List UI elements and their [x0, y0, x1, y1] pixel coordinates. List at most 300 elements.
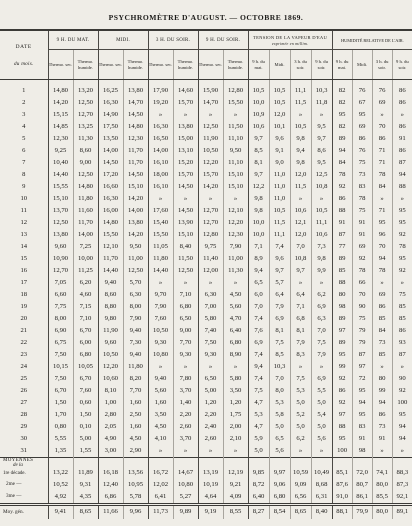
tension-9h-soir-cell: 9,5	[311, 157, 332, 169]
humidite-9h-soir-cell: 93	[399, 338, 406, 346]
day-cell: 6	[0, 145, 48, 157]
humidite-9h-soir-cell: 94	[399, 170, 406, 178]
table-row	[0, 409, 412, 421]
9h-mat-sec-cell: 10,90	[48, 253, 73, 265]
humidite-9h-soir-cell: 95	[399, 410, 406, 418]
9h-soir-sec-cell: 11,40	[198, 253, 223, 265]
humidite-midi-cell: 97	[352, 361, 372, 373]
humidite-midi-cell: 86,1	[352, 491, 372, 505]
tension-midi-cell: 11,0	[269, 181, 290, 193]
tension-3h-soir-cell: 5,2	[290, 409, 311, 421]
midi-humide-cell: 2,90	[123, 445, 148, 458]
humidite-9h-soir-cell: 90	[399, 374, 406, 382]
tension-midi-cell: 6,80	[269, 491, 290, 505]
tension-9h-mat-cell: 10,0	[248, 217, 269, 229]
humidite-3h-soir-cell: 69	[372, 289, 392, 301]
midi-humide-cell: 11,00	[123, 253, 148, 265]
tension-9h-soir-cell: 10,3	[311, 80, 332, 98]
9h-mat-humide-cell: 7,15	[73, 301, 98, 313]
tension-3h-soir-cell: 9,8	[290, 157, 311, 169]
table-row	[0, 241, 412, 253]
9h-soir-humide-cell: 12,20	[223, 217, 248, 229]
table-row	[0, 385, 412, 397]
tension-midi-cell: 11,1	[269, 229, 290, 241]
3h-soir-humide-cell: 7,80	[173, 373, 198, 385]
3h-soir-sec-cell: 16,10	[148, 157, 173, 169]
tension-9h-soir-cell: 5,6	[311, 433, 332, 445]
9h-mat-sec-cell: 14,20	[48, 97, 73, 109]
tension-3h-soir-cell: »	[290, 109, 311, 121]
9h-mat-sec-cell: 6,70	[48, 385, 73, 397]
3h-soir-humide-cell: 15,00	[173, 133, 198, 145]
subheader-tension-midi: Midi.	[269, 50, 290, 80]
tension-3h-soir-cell: 6,2	[290, 433, 311, 445]
humidite-9h-mat-cell: 85,1	[332, 458, 352, 480]
humidite-midi-cell: 69	[352, 121, 372, 133]
9h-mat-humide-cell: 6,70	[73, 373, 98, 385]
table-row	[0, 397, 412, 409]
humidite-midi-cell: 98	[352, 445, 372, 458]
humidite-midi-cell: 78	[352, 265, 372, 277]
tension-3h-soir-cell: 7,0	[290, 241, 311, 253]
decade-mean-row	[0, 458, 412, 480]
9h-soir-humide-cell: 11,00	[223, 253, 248, 265]
humidite-9h-mat-cell: 95	[332, 433, 352, 445]
tension-9h-mat-cell: 4,7	[248, 421, 269, 433]
tension-9h-mat-cell: 9,7	[248, 133, 269, 145]
humidite-9h-mat-cell: 87	[332, 229, 352, 241]
tension-midi-cell: 5,7	[269, 277, 290, 289]
means-heading: MOYENNES	[3, 458, 34, 463]
midi-sec-cell: 9,40	[98, 277, 123, 289]
subheader-tension-9h-soir: 9 h. du soir.	[311, 50, 332, 80]
9h-soir-sec-cell: 10,50	[198, 145, 223, 157]
tension-9h-soir-cell: »	[311, 361, 332, 373]
tension-9h-soir-cell: 5,5	[311, 385, 332, 397]
9h-soir-sec-cell: 10,19	[198, 479, 223, 491]
tension-3h-soir-cell: 10,8	[290, 253, 311, 265]
3h-soir-sec-cell: 6,41	[148, 491, 173, 505]
humidite-9h-soir-cell: 92	[399, 386, 406, 394]
humidite-9h-mat-cell: 80	[332, 289, 352, 301]
9h-soir-sec-cell: 12,00	[198, 265, 223, 277]
tension-9h-mat-cell: 6,40	[248, 491, 269, 505]
9h-soir-humide-cell: 6,80	[223, 337, 248, 349]
humidite-3h-soir-cell: »	[372, 445, 392, 458]
table-row	[0, 157, 412, 169]
subheader-9h-soir-humide: Thermo. humide.	[223, 50, 248, 80]
table-body	[0, 80, 412, 520]
9h-mat-humide-cell: 11,89	[73, 458, 98, 480]
humidite-midi-cell: 67	[352, 97, 372, 109]
tension-3h-soir-cell: 10,5	[290, 121, 311, 133]
day-cell: 13	[0, 229, 48, 241]
day-cell: 7	[0, 157, 48, 169]
tension-9h-soir-cell: 7,0	[311, 325, 332, 337]
humidite-midi-cell: 75	[352, 313, 372, 325]
midi-humide-cell: 14,80	[123, 121, 148, 133]
tension-midi-cell: 6,4	[269, 289, 290, 301]
table-row	[0, 80, 412, 98]
humidite-3h-soir-cell: 74,1	[372, 458, 392, 480]
tension-9h-mat-cell: 7,6	[248, 325, 269, 337]
humidite-9h-soir-cell: »	[400, 278, 405, 286]
tension-midi-cell: 5,8	[269, 409, 290, 421]
humidite-3h-soir-cell: 84	[372, 325, 392, 337]
9h-mat-humide-cell: 9,31	[73, 479, 98, 491]
humidite-9h-soir-cell: 95	[399, 254, 406, 262]
humidite-3h-soir-cell: 71	[372, 157, 392, 169]
tension-midi-cell: 9,6	[269, 133, 290, 145]
tension-9h-mat-cell: 6,9	[248, 337, 269, 349]
humidite-midi-cell: 70	[352, 289, 372, 301]
tension-9h-mat-cell: 12,2	[248, 181, 269, 193]
midi-sec-cell: 4,90	[98, 433, 123, 445]
tension-9h-mat-cell: 8,72	[248, 479, 269, 491]
tension-3h-soir-cell: 6,56	[290, 491, 311, 505]
tension-header	[248, 30, 332, 50]
humidite-3h-soir-cell: 84	[372, 181, 392, 193]
tension-9h-mat-cell: 7,0	[248, 301, 269, 313]
humidite-9h-soir-cell: »	[400, 446, 405, 454]
humidite-9h-soir-cell: 87,3	[396, 480, 409, 488]
humidite-9h-mat-cell: 77	[332, 241, 352, 253]
humidite-9h-soir-cell: 86	[399, 146, 406, 154]
humidite-9h-mat-cell: 91	[332, 217, 352, 229]
date-sublabel: du mois.	[13, 61, 34, 67]
humidite-3h-soir-cell: 80	[372, 373, 392, 385]
midi-sec-cell: 8,10	[98, 385, 123, 397]
tension-9h-mat-cell: 8,27	[248, 505, 269, 520]
humidite-9h-soir-cell: 95	[399, 218, 406, 226]
9h-mat-humide-cell: 13,25	[73, 121, 98, 133]
tension-9h-mat-cell: 9,4	[248, 265, 269, 277]
9h-mat-humide-cell: 5,00	[73, 433, 98, 445]
tension-3h-soir-cell: 6,8	[290, 313, 311, 325]
tension-label: TENSION DE LA VAPEUR D'EAU	[253, 34, 328, 40]
tension-3h-soir-cell: 7,5	[290, 373, 311, 385]
tension-midi-cell: 7,0	[269, 373, 290, 385]
day-cell: 22	[0, 337, 48, 349]
day-cell: 27	[0, 397, 48, 409]
9h-mat-humide-cell: 7,60	[73, 385, 98, 397]
3h-soir-sec-cell: 15,40	[148, 217, 173, 229]
9h-mat-sec-cell: 10,15	[48, 361, 73, 373]
tension-9h-mat-cell: 4,7	[248, 397, 269, 409]
subheader-humidite-3h-soir: 3 h. du soir.	[372, 50, 392, 80]
9h-soir-humide-cell: 15,10	[223, 181, 248, 193]
3h-soir-sec-cell: 4,50	[148, 421, 173, 433]
midi-humide-cell: 9,96	[123, 505, 148, 520]
tension-9h-mat-cell: 7,4	[248, 373, 269, 385]
tension-9h-mat-cell: 7,4	[248, 313, 269, 325]
humidite-3h-soir-cell: 99	[372, 385, 392, 397]
midi-sec-cell: 9,60	[98, 337, 123, 349]
humidite-midi-cell: 95	[352, 385, 372, 397]
9h-soir-sec-cell: »	[198, 109, 223, 121]
9h-soir-humide-cell: »	[223, 277, 248, 289]
table-row	[0, 421, 412, 433]
humidite-9h-mat-cell: 82	[332, 97, 352, 109]
humidite-9h-soir-cell: 100	[397, 398, 408, 406]
group-header-midi: MIDI.	[98, 30, 148, 50]
3h-soir-sec-cell: 11,80	[148, 253, 173, 265]
9h-mat-humide-cell: 1,55	[73, 445, 98, 458]
midi-humide-cell: 15,10	[123, 181, 148, 193]
humidite-3h-soir-cell: 80,0	[372, 505, 392, 520]
tension-9h-soir-cell: 6,3	[311, 313, 332, 325]
9h-soir-sec-cell: 12,80	[198, 229, 223, 241]
tension-3h-soir-cell: 7,1	[290, 301, 311, 313]
3h-soir-humide-cell: 15,70	[173, 97, 198, 109]
tension-3h-soir-cell: 5,0	[290, 397, 311, 409]
9h-mat-humide-cell: 6,00	[73, 337, 98, 349]
decade-mean-row	[0, 479, 412, 491]
9h-soir-humide-cell: 9,50	[223, 145, 248, 157]
subheader-midi-humide: Thermo. humide.	[123, 50, 148, 80]
tension-9h-soir-cell: »	[311, 445, 332, 458]
humidite-3h-soir-cell: 85,5	[372, 491, 392, 505]
humidite-9h-soir-cell: 91	[399, 134, 406, 142]
midi-sec-cell: 14,50	[98, 157, 123, 169]
9h-soir-sec-cell: 2,20	[198, 409, 223, 421]
table-row	[0, 145, 412, 157]
humidite-9h-soir-cell: 85	[399, 314, 406, 322]
9h-mat-sec-cell: 13,70	[48, 205, 73, 217]
3h-soir-sec-cell: 16,50	[148, 133, 173, 145]
subheader-tension-3h-soir: 3 h. du soir.	[290, 50, 311, 80]
day-cell: 30	[0, 433, 48, 445]
tension-3h-soir-cell: 8,3	[290, 349, 311, 361]
tension-midi-cell: 9,1	[269, 145, 290, 157]
midi-sec-cell: 17,20	[98, 169, 123, 181]
tension-midi-cell: 9,06	[269, 479, 290, 491]
3h-soir-humide-cell: 14,50	[173, 181, 198, 193]
subheader-humidite-midi: Midi.	[352, 50, 372, 80]
midi-sec-cell: 6,86	[98, 491, 123, 505]
9h-soir-humide-cell: 7,90	[223, 241, 248, 253]
humidite-3h-soir-cell: 80,0	[372, 479, 392, 491]
humidite-9h-soir-cell: 87	[399, 350, 406, 358]
9h-soir-sec-cell: 15,90	[198, 80, 223, 98]
humidite-midi-cell: 94	[352, 397, 372, 409]
humidite-midi-cell: 95	[352, 409, 372, 421]
humidite-midi-cell: 79,9	[352, 505, 372, 520]
midi-humide-cell: 7,70	[123, 385, 148, 397]
3h-soir-sec-cell: »	[148, 277, 173, 289]
humidite-3h-soir-cell: 85	[372, 313, 392, 325]
tension-9h-mat-cell: 9,7	[248, 169, 269, 181]
3h-soir-humide-cell: 11,50	[173, 253, 198, 265]
tension-3h-soir-cell: 11,5	[290, 97, 311, 109]
subheader-9h-soir-sec: Thermo. sec.	[198, 50, 223, 80]
9h-soir-sec-cell: 12,70	[198, 217, 223, 229]
9h-mat-humide-cell: 12,50	[73, 97, 98, 109]
tension-midi-cell: 9,97	[269, 458, 290, 480]
humidite-3h-soir-cell: 96	[372, 229, 392, 241]
tension-midi-cell: 5,0	[269, 421, 290, 433]
humidite-3h-soir-cell: 71	[372, 205, 392, 217]
humidite-midi-cell: 66	[352, 277, 372, 289]
tension-midi-cell: 10,5	[269, 97, 290, 109]
table-row	[0, 349, 412, 361]
3h-soir-sec-cell: 11,73	[148, 505, 173, 520]
3h-soir-sec-cell: 16,72	[148, 458, 173, 480]
9h-soir-sec-cell: 7,40	[198, 325, 223, 337]
humidite-9h-soir-cell: 86	[399, 122, 406, 130]
humidite-9h-soir-cell: »	[400, 362, 405, 370]
table-row	[0, 217, 412, 229]
9h-mat-humide-cell: 11,80	[73, 193, 98, 205]
humidite-9h-mat-cell: 99	[332, 361, 352, 373]
tension-9h-mat-cell: 10,0	[248, 97, 269, 109]
9h-soir-sec-cell: 9,19	[198, 505, 223, 520]
midi-sec-cell: 10,60	[98, 373, 123, 385]
midi-humide-cell: 10,95	[123, 479, 148, 491]
table-row	[0, 121, 412, 133]
humidite-3h-soir-cell: 69	[372, 97, 392, 109]
humidite-midi-cell: 72,0	[352, 458, 372, 480]
humidite-9h-mat-cell: 88	[332, 277, 352, 289]
3h-soir-sec-cell: 4,10	[148, 433, 173, 445]
3h-soir-humide-cell: 8,40	[173, 241, 198, 253]
humidite-3h-soir-cell: 76	[372, 80, 392, 98]
3h-soir-sec-cell: 18,00	[148, 169, 173, 181]
decade-label: 2me —	[0, 479, 48, 491]
9h-mat-humide-cell: 6,20	[73, 277, 98, 289]
tension-3h-soir-cell: 10,6	[290, 205, 311, 217]
midi-humide-cell: 1,60	[123, 397, 148, 409]
tension-9h-mat-cell: 9,85	[248, 458, 269, 480]
3h-soir-humide-cell: »	[173, 361, 198, 373]
9h-soir-sec-cell: 9,30	[198, 349, 223, 361]
humidite-midi-cell: 72	[352, 373, 372, 385]
9h-mat-humide-cell: 7,25	[73, 241, 98, 253]
midi-sec-cell: 16,18	[98, 458, 123, 480]
table-row	[0, 361, 412, 373]
9h-mat-humide-cell: 0,60	[73, 397, 98, 409]
3h-soir-humide-cell: 10,80	[173, 479, 198, 491]
table-row	[0, 169, 412, 181]
tension-midi-cell: 9,7	[269, 265, 290, 277]
9h-soir-humide-cell: 11,30	[223, 265, 248, 277]
humidite-3h-soir-cell: 91	[372, 433, 392, 445]
midi-humide-cell: 7,30	[123, 337, 148, 349]
9h-mat-humide-cell: 11,30	[73, 133, 98, 145]
table-row	[0, 265, 412, 277]
midi-sec-cell: 9,80	[98, 313, 123, 325]
9h-soir-sec-cell: 7,50	[198, 337, 223, 349]
3h-soir-humide-cell: »	[173, 445, 198, 458]
table-row	[0, 253, 412, 265]
humidite-9h-mat-cell: 89	[332, 133, 352, 145]
midi-humide-cell: 13,80	[123, 217, 148, 229]
humidite-9h-mat-cell: 89	[332, 253, 352, 265]
3h-soir-sec-cell: 3,50	[148, 409, 173, 421]
9h-mat-sec-cell: 4,92	[48, 491, 73, 505]
3h-soir-sec-cell: »	[148, 109, 173, 121]
tension-9h-soir-cell: »	[311, 277, 332, 289]
table-row	[0, 313, 412, 325]
humidite-midi-cell: 87	[352, 349, 372, 361]
tension-9h-soir-cell: 11,8	[311, 97, 332, 109]
9h-soir-humide-cell: 5,60	[223, 301, 248, 313]
3h-soir-sec-cell: 16,10	[148, 181, 173, 193]
3h-soir-sec-cell: 14,00	[148, 145, 173, 157]
humidite-3h-soir-cell: 85	[372, 349, 392, 361]
humidite-9h-soir-cell: 89,1	[392, 505, 412, 520]
3h-soir-humide-cell: 6,80	[173, 301, 198, 313]
tension-midi-cell: 9,0	[269, 157, 290, 169]
9h-mat-sec-cell: 5,55	[48, 433, 73, 445]
day-cell: 14	[0, 241, 48, 253]
9h-soir-humide-cell: 9,21	[223, 479, 248, 491]
9h-soir-humide-cell: 2,00	[223, 421, 248, 433]
tension-9h-soir-cell: 10,8	[311, 181, 332, 193]
9h-mat-sec-cell: 1,70	[48, 409, 73, 421]
midi-humide-cell: 11,70	[123, 157, 148, 169]
midi-sec-cell: 11,90	[98, 325, 123, 337]
9h-mat-humide-cell: 14,80	[73, 181, 98, 193]
day-cell: 4	[0, 121, 48, 133]
day-cell: 3	[0, 109, 48, 121]
3h-soir-sec-cell: 1,60	[148, 397, 173, 409]
9h-soir-humide-cell: »	[223, 361, 248, 373]
tension-9h-soir-cell: 11,1	[311, 217, 332, 229]
tension-9h-soir-cell: 5,0	[311, 397, 332, 409]
means-connector: de la	[13, 463, 23, 468]
humidite-9h-soir-cell: 92	[399, 266, 406, 274]
midi-sec-cell: 12,40	[98, 479, 123, 491]
9h-mat-sec-cell: 13,22	[48, 458, 73, 480]
tension-3h-soir-cell: 9,4	[290, 145, 311, 157]
humidite-3h-soir-cell: 70	[372, 241, 392, 253]
humidite-9h-mat-cell: 100	[332, 445, 352, 458]
day-cell: 10	[0, 193, 48, 205]
humidite-midi-cell: 83	[352, 181, 372, 193]
humidite-3h-soir-cell: »	[372, 361, 392, 373]
tension-midi-cell: 11,0	[269, 169, 290, 181]
tension-3h-soir-cell: »	[290, 193, 311, 205]
9h-soir-humide-cell: 12,30	[223, 229, 248, 241]
table-row	[0, 373, 412, 385]
9h-mat-sec-cell: 9,41	[48, 505, 73, 520]
psychrometer-table	[0, 29, 412, 519]
tension-9h-soir-cell: 5,4	[311, 409, 332, 421]
page-title: PSYCHROMÈTRE D'AUGUST. — OCTOBRE 1869.	[108, 13, 304, 22]
day-cell: 24	[0, 361, 48, 373]
tension-9h-soir-cell: 9,7	[311, 133, 332, 145]
group-header-9h-soir: 9 H. DU SOIR.	[198, 30, 248, 50]
9h-soir-humide-cell: 8,55	[223, 505, 248, 520]
3h-soir-humide-cell: »	[173, 109, 198, 121]
9h-soir-humide-cell: 2,10	[223, 433, 248, 445]
3h-soir-humide-cell: 6,50	[173, 313, 198, 325]
table-row	[0, 133, 412, 145]
9h-soir-sec-cell: »	[198, 277, 223, 289]
tension-3h-soir-cell: 10,59	[290, 458, 311, 480]
9h-mat-sec-cell: 9,60	[48, 241, 73, 253]
midi-sec-cell: 8,60	[98, 289, 123, 301]
9h-mat-humide-cell: 12,70	[73, 109, 98, 121]
9h-mat-humide-cell: 12,50	[73, 169, 98, 181]
tension-3h-soir-cell: 12,0	[290, 229, 311, 241]
humidite-9h-mat-cell: 78	[332, 169, 352, 181]
tension-3h-soir-cell: »	[290, 445, 311, 458]
9h-mat-sec-cell: 6,75	[48, 337, 73, 349]
tension-9h-soir-cell: 10,49	[311, 458, 332, 480]
9h-mat-humide-cell: 0,10	[73, 421, 98, 433]
